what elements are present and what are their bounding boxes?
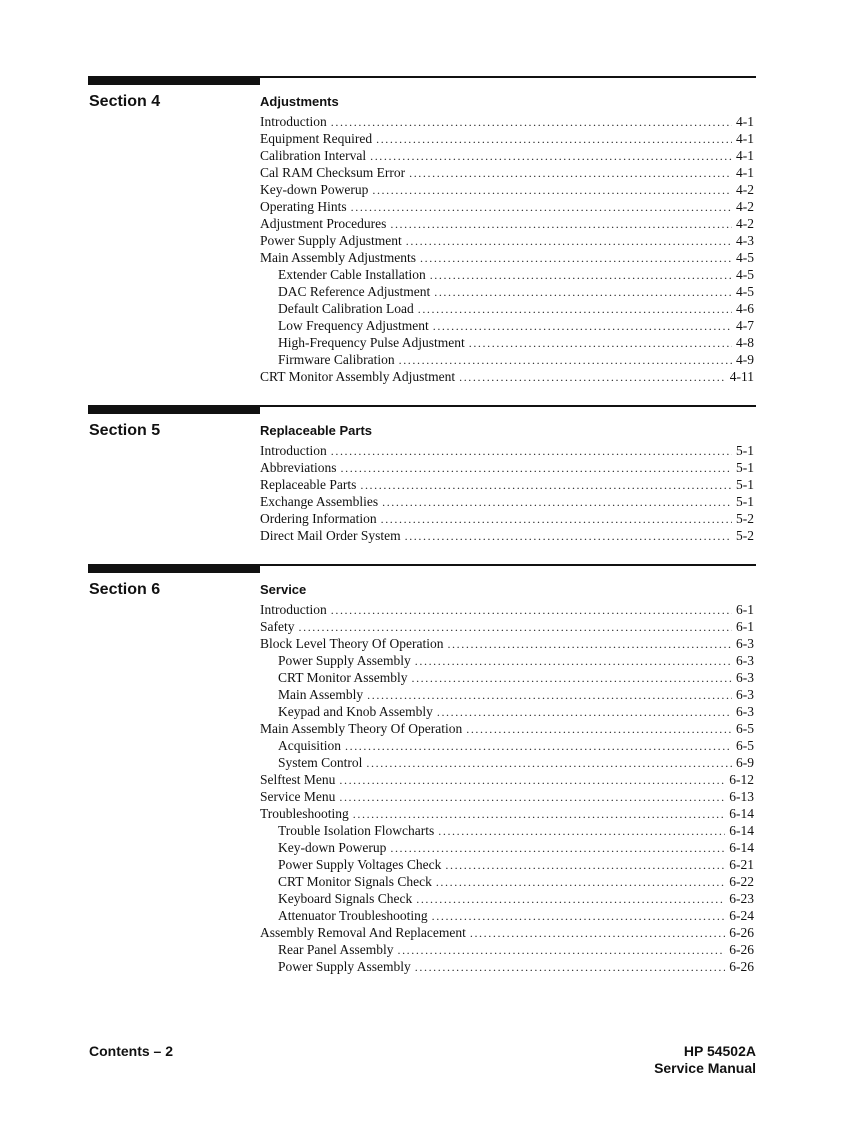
toc-entry-page: 4-5 xyxy=(736,267,754,282)
toc-entry-page: 4-1 xyxy=(736,148,754,163)
toc-entry xyxy=(260,148,754,165)
toc-entry-title: Power Supply Adjustment xyxy=(260,233,402,248)
dot-leader xyxy=(416,892,725,907)
dot-leader xyxy=(331,444,732,459)
toc-entry xyxy=(260,687,754,704)
toc-entry-title: Keypad and Knob Assembly xyxy=(278,704,433,719)
toc-entry-title: CRT Monitor Assembly xyxy=(278,670,408,685)
toc-entry xyxy=(260,460,754,477)
dot-leader xyxy=(339,773,725,788)
dot-leader xyxy=(351,200,732,215)
toc-entry-title: Main Assembly xyxy=(278,687,364,702)
toc-entry xyxy=(260,653,754,670)
dot-leader xyxy=(438,824,725,839)
dot-leader xyxy=(420,251,732,266)
toc-entry xyxy=(260,301,754,318)
toc-entry xyxy=(260,511,754,528)
footer-manual-title: Service Manual xyxy=(654,1060,756,1076)
dot-leader xyxy=(381,512,732,527)
toc-entry-page: 5-1 xyxy=(736,460,754,475)
toc-entry xyxy=(260,806,754,823)
dot-leader xyxy=(376,132,732,147)
toc-entry-title: Abbreviations xyxy=(260,460,337,475)
toc-entry-title: CRT Monitor Signals Check xyxy=(278,874,432,889)
toc-entry-title: Selftest Menu xyxy=(260,772,336,787)
dot-leader xyxy=(466,722,732,737)
toc-entry-page: 6-3 xyxy=(736,636,754,651)
toc-entry-title: Attenuator Troubleshooting xyxy=(278,908,428,923)
toc-entry-page: 6-1 xyxy=(736,602,754,617)
toc-entry-page: 5-1 xyxy=(736,494,754,509)
section-rule-thick xyxy=(88,405,260,414)
toc-entry-title: Adjustment Procedures xyxy=(260,216,387,231)
toc-entry-page: 4-1 xyxy=(736,114,754,129)
dot-leader xyxy=(469,336,732,351)
toc-entry xyxy=(260,477,754,494)
dot-leader xyxy=(345,739,732,754)
toc-entry-page: 4-6 xyxy=(736,301,754,316)
toc-entry-page: 6-3 xyxy=(736,653,754,668)
toc-entry-title: High-Frequency Pulse Adjustment xyxy=(278,335,465,350)
toc-entry-title: Default Calibration Load xyxy=(278,301,414,316)
toc-entry-page: 4-2 xyxy=(736,199,754,214)
toc-entry-title: CRT Monitor Assembly Adjustment xyxy=(260,369,456,384)
toc-entry-page: 6-14 xyxy=(729,806,754,821)
toc-entry-page: 4-5 xyxy=(736,284,754,299)
toc-entry-title: Replaceable Parts xyxy=(260,477,357,492)
dot-leader xyxy=(418,302,732,317)
toc-entry-title: Trouble Isolation Flowcharts xyxy=(278,823,435,838)
footer-model: HP 54502A xyxy=(683,1043,756,1059)
toc-entry-page: 6-26 xyxy=(729,942,754,957)
toc-entry-title: Power Supply Voltages Check xyxy=(278,857,442,872)
section-label: Section 5 xyxy=(89,422,161,439)
toc-entry-title: Equipment Required xyxy=(260,131,373,146)
toc-entry xyxy=(260,335,754,352)
toc-entry xyxy=(260,857,754,874)
toc-entry-title: Power Supply Assembly xyxy=(278,959,411,974)
toc-entry-page: 4-1 xyxy=(736,165,754,180)
toc-entry-title: Low Frequency Adjustment xyxy=(278,318,429,333)
toc-entry-page: 6-23 xyxy=(729,891,754,906)
toc-entry xyxy=(260,216,754,233)
toc-entry-title: DAC Reference Adjustment xyxy=(278,284,431,299)
toc-entry xyxy=(260,789,754,806)
toc-entry-page: 4-2 xyxy=(736,216,754,231)
toc-entry xyxy=(260,721,754,738)
dot-leader xyxy=(470,926,725,941)
toc-entry-title: Operating Hints xyxy=(260,199,347,214)
dot-leader xyxy=(331,603,732,618)
dot-leader xyxy=(370,149,732,164)
toc-entry xyxy=(260,443,754,460)
dot-leader xyxy=(399,353,732,368)
toc-entry-page: 6-9 xyxy=(736,755,754,770)
toc-entry-page: 4-11 xyxy=(729,369,754,384)
toc-entry xyxy=(260,318,754,335)
toc-entry-title: Extender Cable Installation xyxy=(278,267,426,282)
toc-entry-title: Introduction xyxy=(260,114,327,129)
toc-entry-page: 6-12 xyxy=(729,772,754,787)
toc-entry-title: Key-down Powerup xyxy=(260,182,369,197)
section-rule-thin xyxy=(260,76,756,78)
toc-entry xyxy=(260,925,754,942)
toc-entry-title: Power Supply Assembly xyxy=(278,653,411,668)
section-label: Section 4 xyxy=(89,93,161,110)
toc-entry-page: 6-14 xyxy=(729,840,754,855)
toc-entry xyxy=(260,267,754,284)
toc-entry-page: 6-26 xyxy=(729,925,754,940)
toc-entry-page: 6-26 xyxy=(729,959,754,974)
toc-entry xyxy=(260,199,754,216)
toc-entry-page: 6-3 xyxy=(736,687,754,702)
dot-leader xyxy=(433,319,732,334)
toc-entry-page: 4-5 xyxy=(736,250,754,265)
dot-leader xyxy=(445,858,725,873)
dot-leader xyxy=(437,705,732,720)
toc-entry-title: Service Menu xyxy=(260,789,336,804)
toc-entry xyxy=(260,772,754,789)
section-title: Service xyxy=(260,582,307,597)
toc-entry-title: Main Assembly Theory Of Operation xyxy=(260,721,463,736)
dot-leader xyxy=(434,285,732,300)
toc-entry-title: Keyboard Signals Check xyxy=(278,891,413,906)
dot-leader xyxy=(415,960,725,975)
dot-leader xyxy=(405,529,732,544)
toc-entry-title: Direct Mail Order System xyxy=(260,528,401,543)
dot-leader xyxy=(367,688,732,703)
toc-entry xyxy=(260,823,754,840)
toc-entry-page: 6-5 xyxy=(736,721,754,736)
toc-entry xyxy=(260,494,754,511)
toc-entry xyxy=(260,352,754,369)
toc-entry xyxy=(260,369,754,386)
dot-leader xyxy=(360,478,732,493)
toc-entry-title: Calibration Interval xyxy=(260,148,367,163)
toc-entry-page: 5-1 xyxy=(736,443,754,458)
toc-entry xyxy=(260,840,754,857)
toc-entry-page: 6-21 xyxy=(729,857,754,872)
toc-entry-list xyxy=(260,443,754,545)
toc-entry-title: Troubleshooting xyxy=(260,806,349,821)
dot-leader xyxy=(366,756,732,771)
toc-entry-page: 6-5 xyxy=(736,738,754,753)
toc-entry xyxy=(260,165,754,182)
toc-entry xyxy=(260,233,754,250)
footer-page-label: Contents – 2 xyxy=(89,1043,174,1059)
dot-leader xyxy=(430,268,732,283)
section-rule-thick xyxy=(88,76,260,85)
section-title: Adjustments xyxy=(260,94,339,109)
toc-entry xyxy=(260,908,754,925)
toc-entry-page: 4-9 xyxy=(736,352,754,367)
toc-entry xyxy=(260,528,754,545)
toc-entry-title: Acquisition xyxy=(278,738,341,753)
toc-entry xyxy=(260,636,754,653)
dot-leader xyxy=(436,875,725,890)
toc-entry-page: 4-7 xyxy=(736,318,754,333)
dot-leader xyxy=(390,841,725,856)
toc-entry-title: Block Level Theory Of Operation xyxy=(260,636,444,651)
toc-entry-list xyxy=(260,602,754,976)
footer-manual-info xyxy=(654,1043,756,1077)
toc-entry-title: Introduction xyxy=(260,602,327,617)
toc-entry-title: Rear Panel Assembly xyxy=(278,942,394,957)
toc-entry-page: 6-13 xyxy=(729,789,754,804)
toc-entry xyxy=(260,250,754,267)
dot-leader xyxy=(397,943,725,958)
toc-entry-title: Cal RAM Checksum Error xyxy=(260,165,406,180)
dot-leader xyxy=(406,234,732,249)
toc-entry-page: 6-3 xyxy=(736,704,754,719)
toc-entry-title: Main Assembly Adjustments xyxy=(260,250,417,265)
toc-entry xyxy=(260,891,754,908)
dot-leader xyxy=(331,115,732,130)
section-label: Section 6 xyxy=(89,581,161,598)
dot-leader xyxy=(372,183,732,198)
dot-leader xyxy=(339,790,725,805)
toc-entry-page: 5-1 xyxy=(736,477,754,492)
toc-entry-page: 4-8 xyxy=(736,335,754,350)
toc-entry xyxy=(260,704,754,721)
toc-entry-title: Ordering Information xyxy=(260,511,377,526)
toc-entry-page: 6-14 xyxy=(729,823,754,838)
toc-entry xyxy=(260,114,754,131)
dot-leader xyxy=(299,620,733,635)
toc-entry-page: 6-3 xyxy=(736,670,754,685)
toc-entry-page: 4-1 xyxy=(736,131,754,146)
toc-entry xyxy=(260,619,754,636)
toc-entry xyxy=(260,131,754,148)
toc-entry-title: Firmware Calibration xyxy=(278,352,395,367)
toc-entry-title: Exchange Assemblies xyxy=(260,494,379,509)
toc-entry xyxy=(260,755,754,772)
toc-entry-page: 5-2 xyxy=(736,528,754,543)
toc-entry xyxy=(260,284,754,301)
toc-entry xyxy=(260,942,754,959)
toc-entry-title: Safety xyxy=(260,619,295,634)
dot-leader xyxy=(409,166,732,181)
section-rule-thick xyxy=(88,564,260,573)
toc-entry-page: 4-2 xyxy=(736,182,754,197)
toc-entry-page: 6-24 xyxy=(729,908,754,923)
toc-entry xyxy=(260,874,754,891)
toc-entry-title: Key-down Powerup xyxy=(278,840,387,855)
section-rule-thin xyxy=(260,564,756,566)
toc-entry-page: 4-3 xyxy=(736,233,754,248)
toc-entry xyxy=(260,959,754,976)
toc-entry-title: System Control xyxy=(278,755,363,770)
dot-leader xyxy=(447,637,732,652)
dot-leader xyxy=(353,807,725,822)
toc-entry-list xyxy=(260,114,754,386)
toc-entry xyxy=(260,670,754,687)
toc-entry-title: Assembly Removal And Replacement xyxy=(260,925,466,940)
toc-entry-title: Introduction xyxy=(260,443,327,458)
toc-entry-page: 6-1 xyxy=(736,619,754,634)
toc-entry xyxy=(260,738,754,755)
dot-leader xyxy=(415,654,732,669)
dot-leader xyxy=(390,217,732,232)
dot-leader xyxy=(432,909,726,924)
toc-entry xyxy=(260,602,754,619)
dot-leader xyxy=(341,461,733,476)
toc-entry xyxy=(260,182,754,199)
section-rule-thin xyxy=(260,405,756,407)
toc-entry-page: 6-22 xyxy=(729,874,754,889)
toc-entry-page: 5-2 xyxy=(736,511,754,526)
dot-leader xyxy=(459,370,726,385)
section-title: Replaceable Parts xyxy=(260,423,373,438)
dot-leader xyxy=(382,495,732,510)
dot-leader xyxy=(411,671,732,686)
